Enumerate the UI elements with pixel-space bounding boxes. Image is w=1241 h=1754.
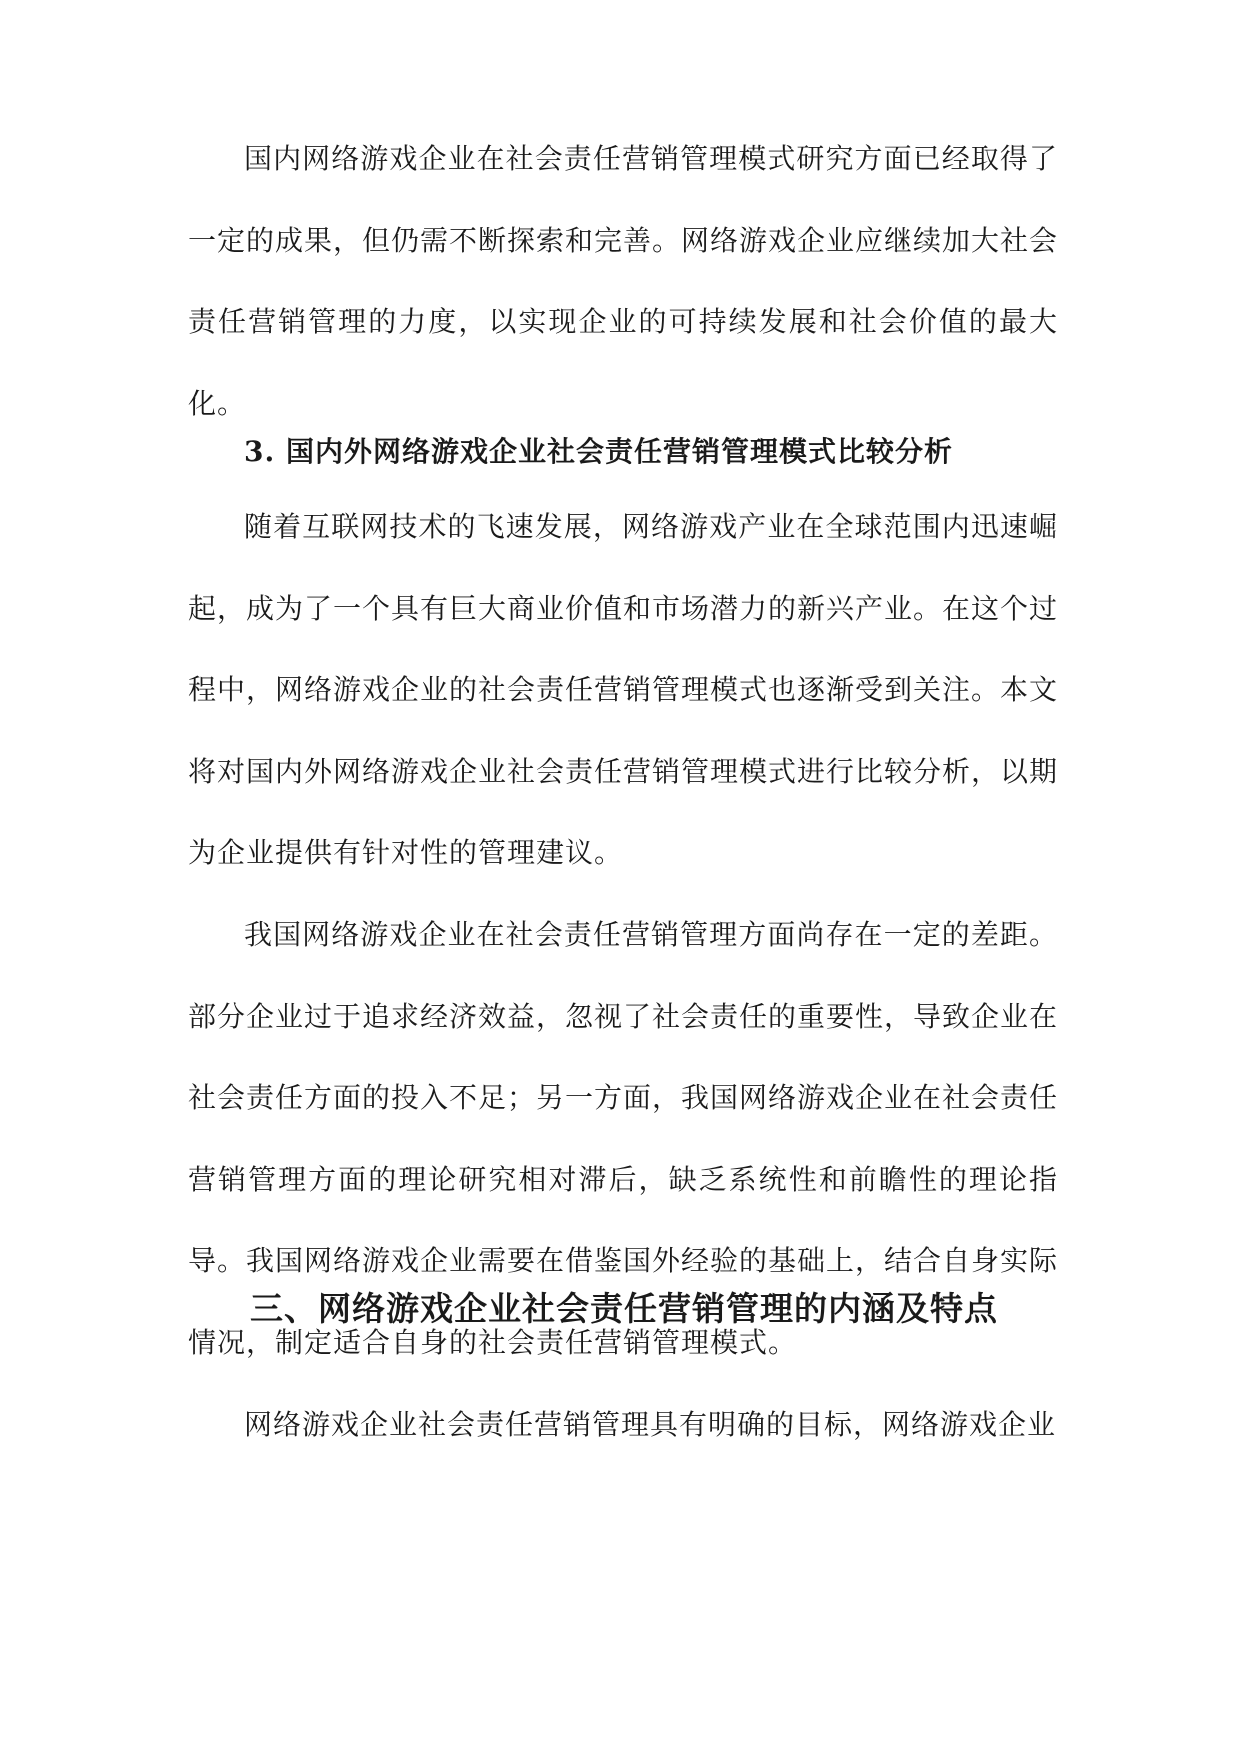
section-heading-comparison: 3. 国内外网络游戏企业社会责任营销管理模式比较分析: [244, 435, 953, 468]
paragraph-domestic-research: 国内网络游戏企业在社会责任营销管理模式研究方面已经取得了一定的成果，但仍需不断探索和完善。网络游戏企业应继续加大社会责任营销管理的力度，以实现企业的可持续发展和社会价值的最大化。: [188, 142, 1059, 420]
paragraph-domestic-gap: 我国网络游戏企业在社会责任营销管理方面尚存在一定的差距。部分企业过于追求经济效益，忽视了社会责任的重要性，导致企业在社会责任方面的投入不足；另一方面，我国网络游戏企业在社会责任营销管理方面的理论研究相对滞后，缺乏系统性和前瞻性的理论指导。我国网络游戏企业需要在借鉴国外经验的基础上，结合自身实际情况，制定适合自身的社会责任营销管理模式。: [188, 918, 1059, 1359]
paragraph-industry-background: 随着互联网技术的飞速发展，网络游戏产业在全球范围内迅速崛起，成为了一个具有巨大商业价值和市场潜力的新兴产业。在这个过程中，网络游戏企业的社会责任营销管理模式也逐渐受到关注。本文将对国内外网络游戏企业社会责任营销管理模式进行比较分析，以期为企业提供有针对性的管理建议。: [188, 510, 1059, 869]
chapter-heading: 三、网络游戏企业社会责任营销管理的内涵及特点: [250, 1289, 998, 1328]
paragraph-connotation-start: 网络游戏企业社会责任营销管理具有明确的目标，网络游戏企业: [244, 1408, 1057, 1441]
